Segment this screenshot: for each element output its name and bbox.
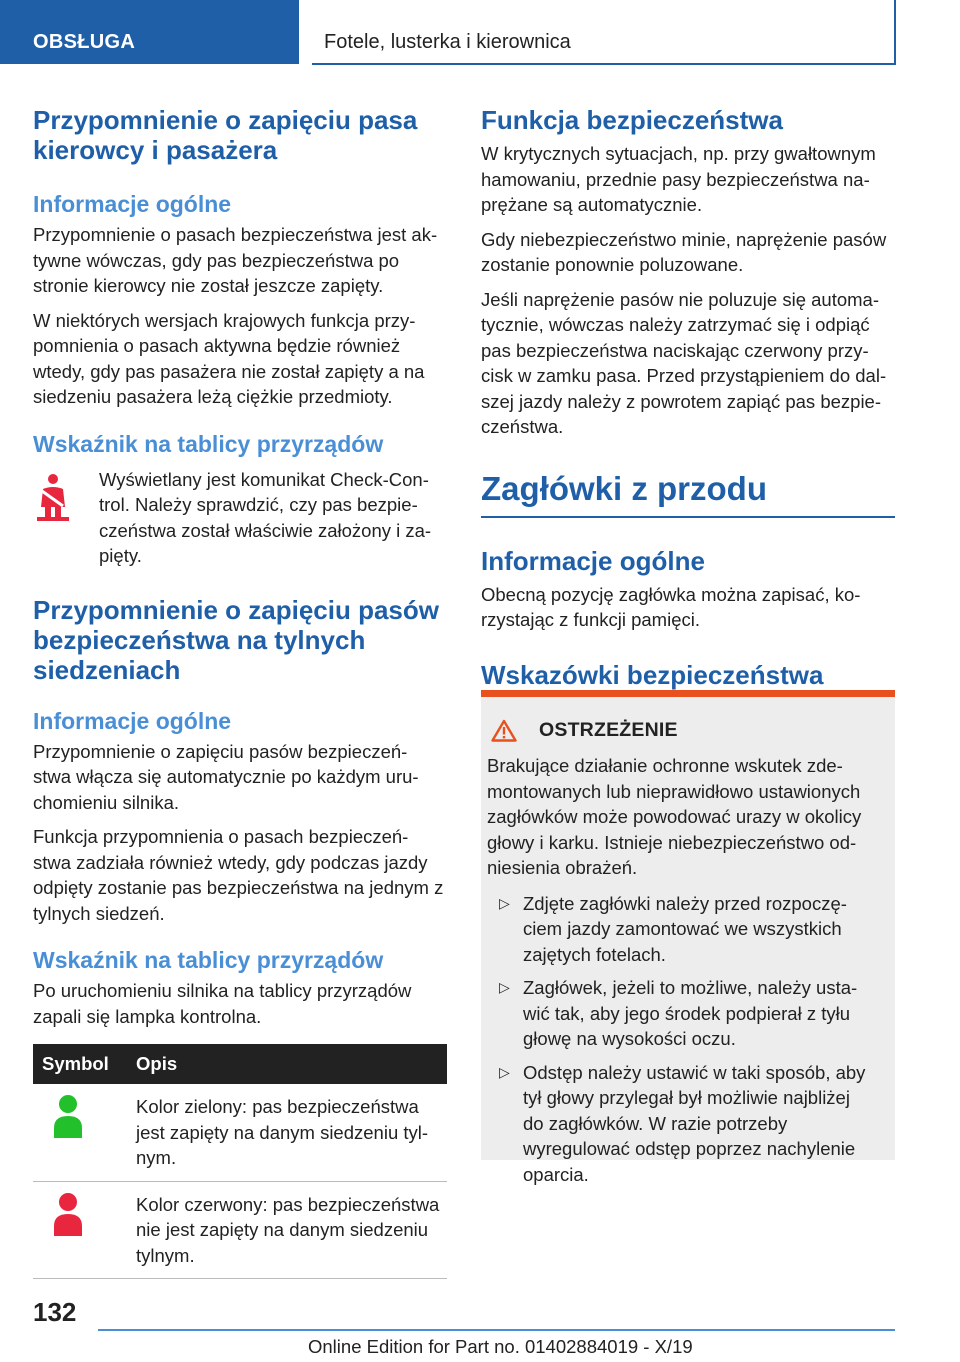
table-row [33, 1181, 447, 1279]
header-section-tab [0, 0, 299, 64]
occupant-head-green [59, 1095, 77, 1113]
triangle-bullet-icon: ▷ [499, 979, 510, 995]
triangle-bullet-icon: ▷ [499, 1063, 510, 1080]
seat-occupant-icon-red [33, 1192, 118, 1248]
warning-title-row [491, 719, 678, 742]
paragraph-rear-reminder-auto: Przypomnienie o zapięciu pasów bezpieczeń- stwa włącza się automatycznie po każdym uru- chomieniu silnika. [33, 740, 419, 813]
headrests-heading-rule [481, 469, 895, 518]
list-item [487, 1060, 872, 1188]
warning-triangle-icon [491, 719, 517, 742]
table-header-description: Opis [127, 1044, 447, 1084]
paragraph-tension-not-released: Jeśli naprężenie pasów nie poluzuje się automa- tycznie, wówczas należy zatrzymać się i odpiąć pas bezpieczeństwa naciskając czerwony przy- cisk w zamku pasa. Przed przystąpieniem do dal- szej jazdy należy z powrotem zapiąć pas bezpie- czeństwa. [481, 288, 887, 437]
indicator-block [33, 467, 447, 569]
warning-bullet-text: Zdjęte zagłówki należy przed rozpoczę- ciem jazdy zamontować we wszystkich zajętych fotelach. [523, 892, 847, 965]
occupant-body-red [54, 1214, 82, 1236]
table-header-symbol: Symbol [33, 1044, 127, 1084]
heading-general-info-2: Informacje ogólne [33, 707, 232, 734]
paragraph-tension-released: Gdy niebezpieczeństwo minie, naprężenie pasów zostanie ponownie poluzowane. [481, 228, 887, 275]
right-column [481, 100, 895, 690]
table-cell-description: Kolor czerwony: pas bezpieczeństwa nie jest zapięty na danym siedzeniu tylnym. [127, 1181, 447, 1279]
warning-bullet-text: Zagłówek, jeżeli to możliwe, należy usta- wić tak, aby jego środek podpierał z tyłu głowę na wysokości oczu. [523, 977, 858, 1049]
indicator-description: Wyświetlany jest komunikat Check-Con- trol. Należy sprawdzić, czy pas bezpie- czeństwa został właściwie założony i za- pięty. [99, 468, 432, 566]
header-chapter-box [312, 0, 896, 65]
warning-text: Brakujące działanie ochronne wskutek zde- montowanych lub nieprawidłowo ustawionych zagłówków może powodować urazy w okolicy głowy i karku. Istnieje niebezpieczeństwo od- niesienia obrażeń. [487, 755, 862, 878]
heading-headrest-general: Informacje ogólne [481, 545, 705, 576]
table-cell-description: Kolor zielony: pas bezpieczeństwa jest zapięty na danym siedzeniu tyl- nym. [127, 1084, 447, 1181]
list-item [487, 975, 872, 1052]
warning-title: OSTRZEŻENIE [539, 719, 678, 741]
symbol-table [33, 1044, 447, 1279]
warning-body [487, 753, 872, 1187]
triangle-bullet-icon: ▷ [499, 894, 510, 911]
occupant-body-green [54, 1116, 82, 1138]
table-cell-symbol [33, 1181, 127, 1279]
heading-indicator-2: Wskaźnik na tablicy przyrządów [33, 947, 384, 973]
list-item [487, 891, 872, 968]
paragraph-memory-position: Obecną pozycję zagłówka można zapisać, ko- rzystając z funkcji pamięci. [481, 583, 861, 630]
page-number: 132 [33, 1297, 77, 1327]
warning-box [481, 690, 895, 1185]
paragraph-rear-reminder-unbuckled: Funkcja przypomnienia o pasach bezpieczeń- stwa zadziała również wtedy, gdy podczas jazdy odpięty zostanie pas bezpieczeństwa na jednym z tylnych siedzeń. [33, 826, 444, 924]
footer-rule [98, 1329, 895, 1331]
paragraph-warning-lamp: Po uruchomieniu silnika na tablicy przyrządów zapali się lampka kontrolna. [33, 980, 412, 1027]
heading-front-headrests: Zagłówki z przodu [481, 469, 767, 507]
seatbelt-warning-icon [33, 473, 73, 525]
heading-safety-tips: Wskazówki bezpieczeństwa [481, 659, 824, 690]
header-chapter-label: Fotele, lusterka i kierownica [324, 31, 571, 53]
paragraph-reminder-passenger: W niektórych wersjach krajowych funkcja przy- pomnienia o pasach aktywna będzie również wtedy, gdy pas pasażera nie został zapięty a na siedzeniu pasażera leżą ciężkie przedmioty. [33, 309, 425, 407]
table-cell-symbol [33, 1084, 127, 1181]
paragraph-reminder-active: Przypomnienie o pasach bezpieczeństwa jest ak- tywne wówczas, gdy pas bezpieczeństwa po stronie kierowcy nie został jeszcze zapięty. [33, 224, 438, 296]
table-row [33, 1084, 447, 1181]
seat-occupant-icon-green [33, 1094, 118, 1150]
heading-front-belt-reminder: Przypomnienie o zapięciu pasa kierowcy i pasażera [33, 105, 418, 165]
paragraph-belt-tensioning: W krytycznych sytuacjach, np. przy gwałtownym hamowaniu, przednie pasy bezpieczeństwa na- prężane są automatycznie. [481, 143, 876, 215]
heading-indicator-1: Wskaźnik na tablicy przyrządów [33, 430, 384, 457]
footer-edition: Online Edition for Part no. 01402884019 - X/19 [308, 1336, 693, 1357]
table-header-row [33, 1044, 447, 1084]
occupant-head-red [59, 1193, 77, 1211]
warning-bullet-text: Odstęp należy ustawić w taki sposób, aby tył głowy przylegał był możliwie najbliżej do zagłówków. W razie potrzeby wyregulować odstęp poprzez nachylenie oparcia. [523, 1061, 866, 1185]
heading-rear-belt-reminder: Przypomnienie o zapięciu pasów bezpieczeństwa na tylnych siedzeniach [33, 594, 439, 685]
left-column [33, 100, 447, 1279]
heading-general-info-1: Informacje ogólne [33, 191, 232, 217]
heading-safety-function: Funkcja bezpieczeństwa [481, 105, 783, 135]
header-section-label: OBSŁUGA [33, 31, 136, 53]
